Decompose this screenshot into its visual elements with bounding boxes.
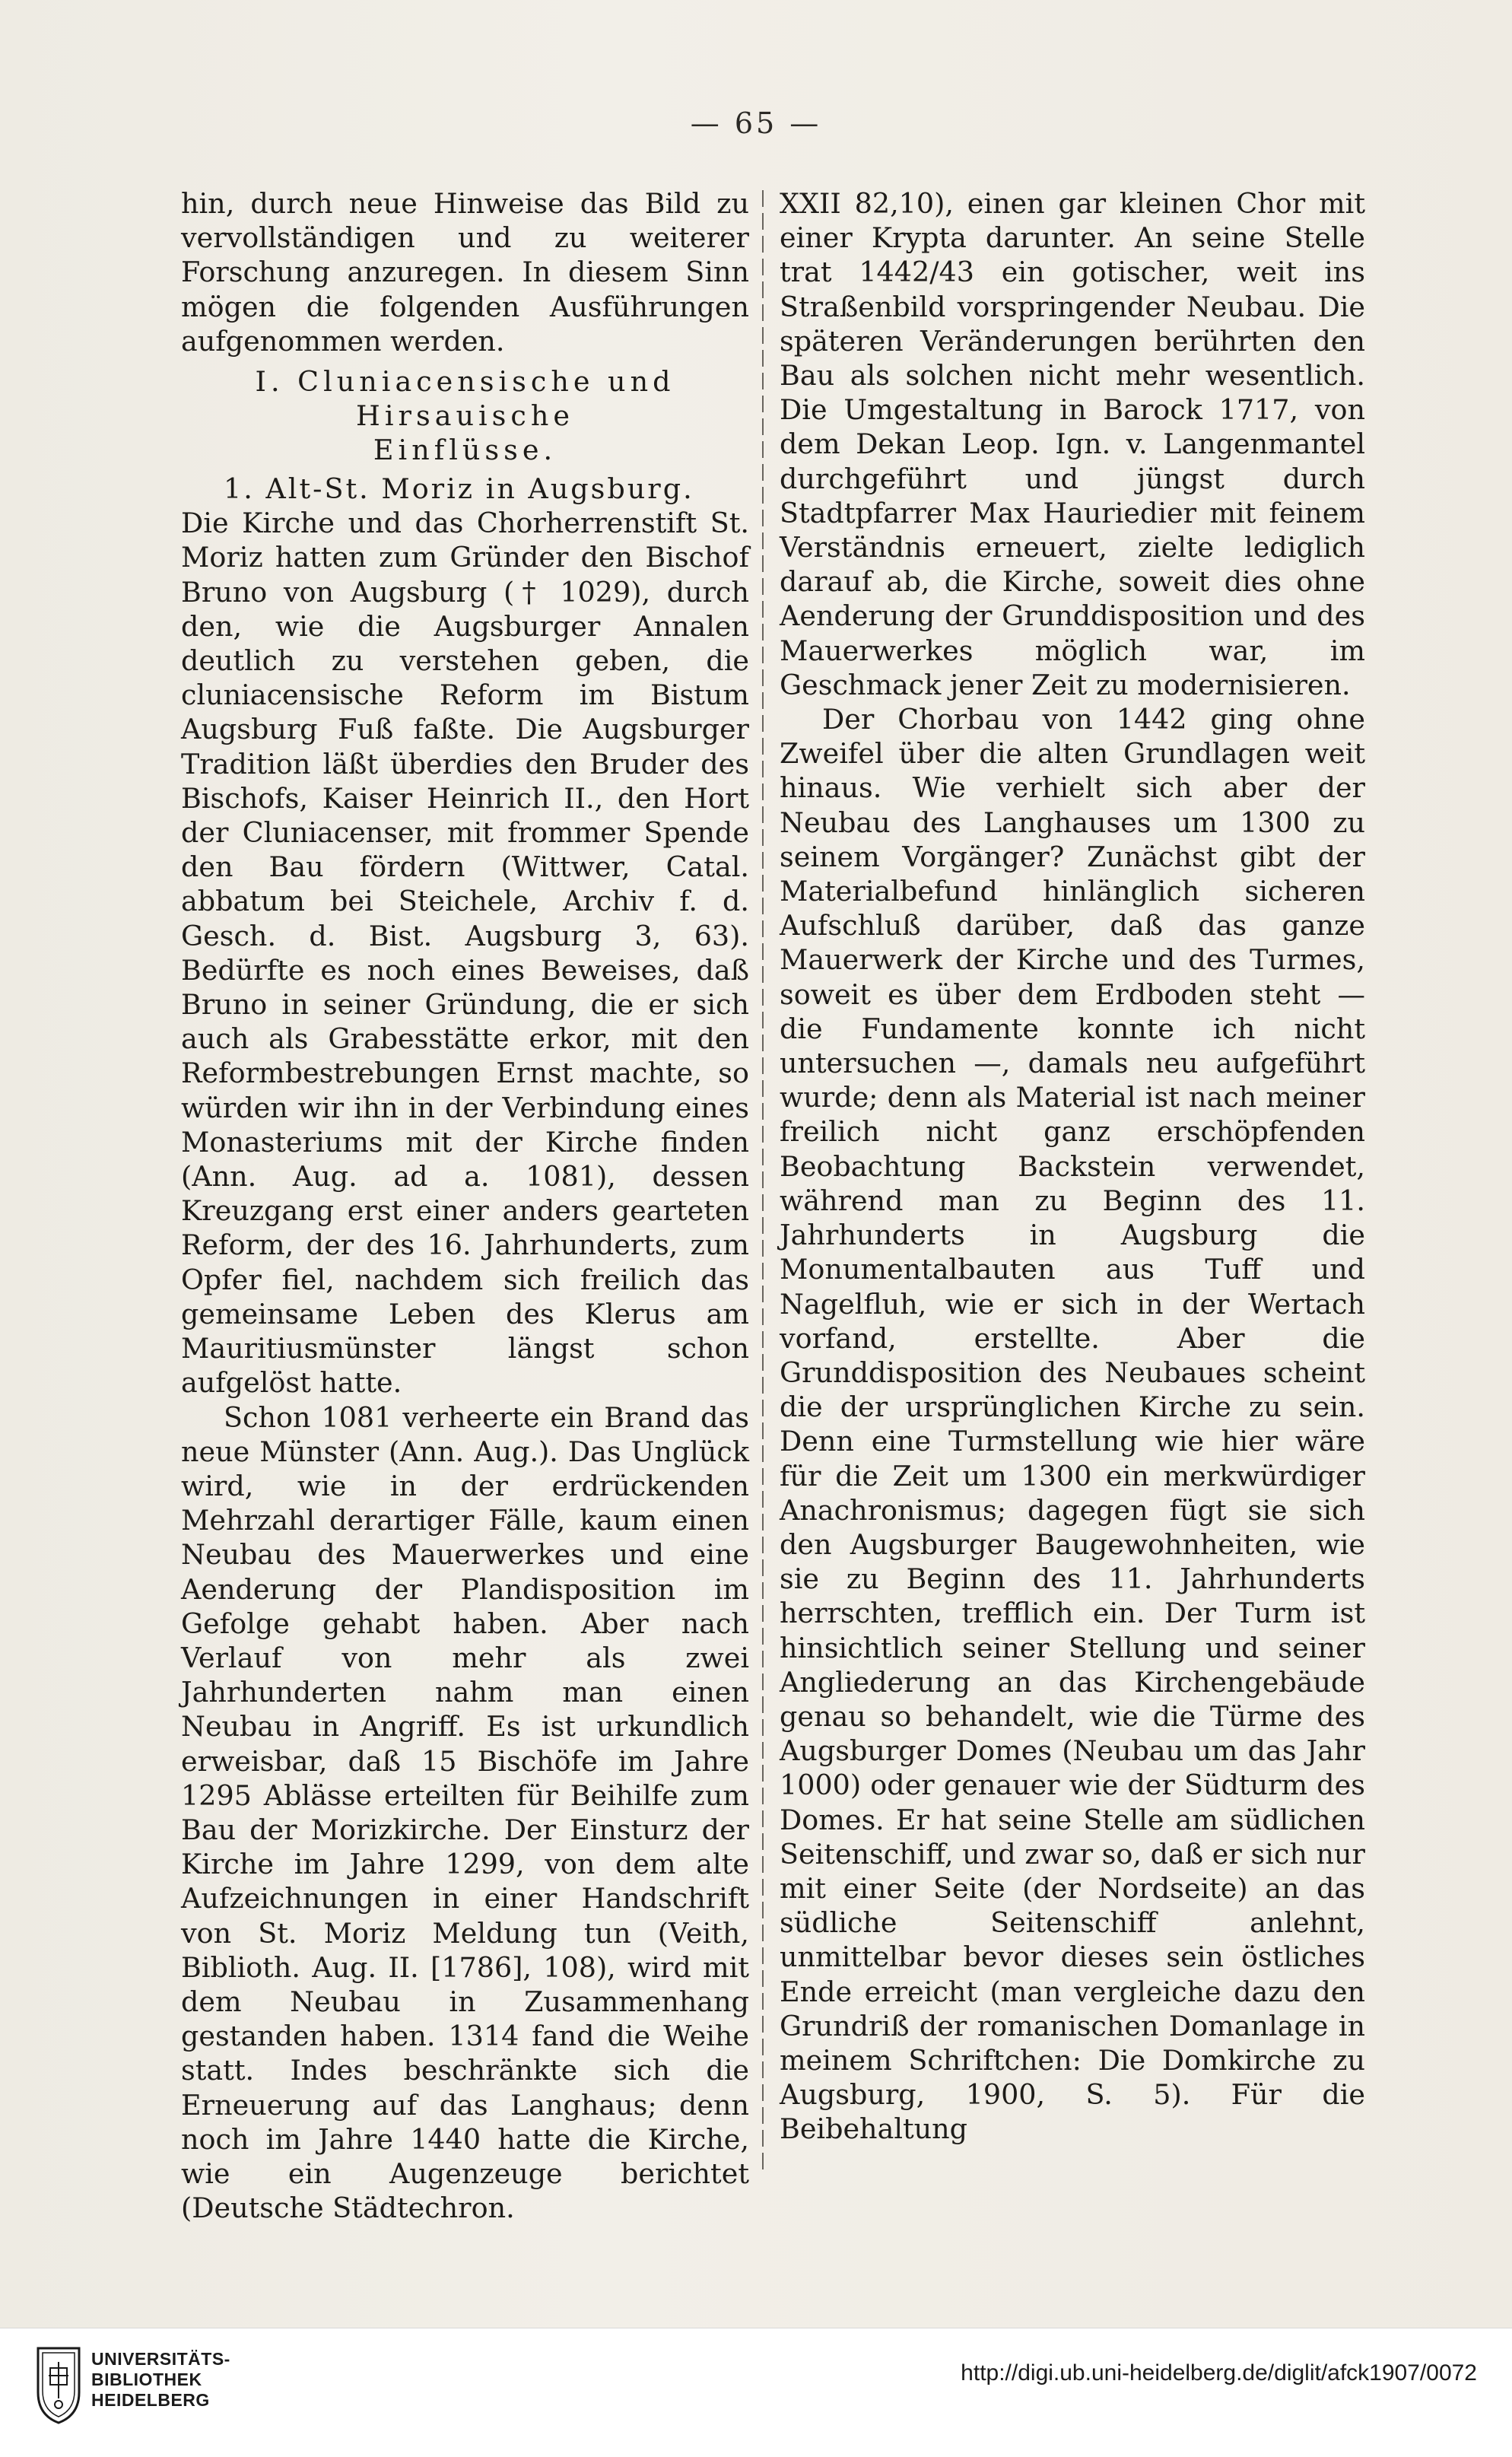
university-seal-icon [35,2345,82,2426]
library-name-line-1: UNIVERSITÄTS- [91,2349,230,2369]
left-paragraph-3: Schon 1081 verheerte ein Brand das neue Münster (Ann. Aug.). Das Unglück wird, wie in der erdrückenden Mehrzahl derartiger Fälle, kaum einen Neubau des Mauerwerkes und eine Aenderung der Plandisposition im Gefolge gehabt haben. Aber nach Verlauf von mehr als zwei Jahrhunderten nahm man einen Neubau in Angriff. Es ist urkundlich erweisbar, daß 15 Bischöfe im Jahre 1295 Ablässe erteilten für Beihilfe zum Bau der Morizkirche. Der Einsturz der Kirche im Jahre 1299, von dem alte Aufzeichnungen in einer Handschrift von St. Moriz Meldung tun (Veith, Biblioth. Aug. II. [1786], 108), wird mit dem Neubau in Zusammenhang gestanden haben. 1314 fand die Weihe statt. Indes beschränkte sich die Erneuerung auf das Langhaus; denn noch im Jahre 1440 hatte die Kirche, wie ein Augenzeuge berichtet (Deutsche Städtechron. [181,1400,749,2225]
left-paragraph-2: Die Kirche und das Chorherrenstift St. Moriz hatten zum Gründer den Bischof Bruno von Augsburg († 1029), durch den, wie die Augsburger Annalen deutlich zu verstehen geben, die cluniacensische Reform im Bistum Augsburg Fuß faßte. Die Augsburger Tradition läßt überdies den Bruder des Bischofs, Kaiser Heinrich II., den Hort der Cluniacenser, mit frommer Spende den Bau fördern (Wittwer, Catal. abbatum bei Steichele, Archiv f. d. Gesch. d. Bist. Augsburg 3, 63). Bedürfte es noch eines Beweises, daß Bruno in seiner Gründung, die er sich auch als Grabesstätte erkor, mit den Reformbestrebungen Ernst machte, so würden wir ihn in der Verbindung eines Monasteriums mit der Kirche finden (Ann. Aug. ad a. 1081), dessen Kreuzgang erst einer anders gearteten Reform, der des 16. Jahrhunderts, zum Opfer fiel, nachdem sich freilich das gemeinsame Leben des Klerus am Mauritiusmünster längst schon aufgelöst hatte. [181,507,749,1400]
column-divider [762,190,764,2176]
right-paragraph-2: Der Chorbau von 1442 ging ohne Zweifel über die alten Grundlagen weit hinaus. Wie verhielt sich aber der Neubau des Langhauses um 1300 zu seinem Vorgänger? Zunächst gibt der Materialbefund hinlänglich sicheren Aufschluß darüber, daß das ganze Mauerwerk der Kirche und des Turmes, soweit es über dem Erdboden steht — die Fundamente konnte ich nicht untersuchen —, damals neu aufgeführt wurde; denn als Material ist nach meiner freilich nicht ganz erschöpfenden Beobachtung Backstein verwendet, während man zu Beginn des 11. Jahrhunderts in Augsburg die Monumentalbauten aus Tuff und Nagelfluh, wie er sich in der Wertach vorfand, erstellte. Aber die Grunddisposition des Neubaues scheint die der ursprünglichen Kirche zu sein. Denn eine Turmstellung wie hier wäre für die Zeit um 1300 ein merkwürdiger Anachronismus; dagegen fügt sie sich den Augsburger Baugewohnheiten, wie sie zu Beginn des 11. Jahrhunderts herrschten, trefflich ein. Der Turm ist hinsichtlich seiner Stellung und seiner Angliederung an das Kirchengebäude genau so behandelt, wie die Türme des Augsburger Domes (Neubau um das Jahr 1000) oder genauer wie der Südturm des Domes. Er hat seine Stelle am südlichen Seitenschiff, und zwar so, daß er sich nur mit einer Seite (der Nordseite) an das südliche Seitenschiff anlehnt, unmittelbar bevor dieses sein östliches Ende erreicht (man vergleiche dazu den Grundriß der romanischen Domanlage in meinem Schriftchen: Die Domkirche zu Augsburg, 1900, S. 5). Für die Beibehaltung [780,703,1365,2146]
section-heading-line-1: I. Cluniacensische und Hirsauische [255,365,675,433]
left-column [181,186,749,2225]
library-name-line-2: BIBLIOTHEK [91,2370,202,2389]
right-paragraph-1: XXII 82,10), einen gar kleinen Chor mit einer Krypta darunter. An seine Stelle trat 1442/43 ein gotischer, weit ins Straßenbild vorspringender Neubau. Die späteren Veränderungen berührten den Bau als solchen nicht mehr wesentlich. Die Umgestaltung in Barock 1717, von dem Dekan Leop. Ign. v. Langenmantel durchgeführt und jüngst durch Stadtpfarrer Max Hauriedier mit feinem Verständnis erneuert, zielte lediglich darauf ab, die Kirche, soweit dies ohne Aenderung der Grunddisposition und des Mauerwerkes möglich war, im Geschmack jener Zeit zu modernisieren. [780,187,1365,701]
source-url-link[interactable]: http://digi.ub.uni-heidelberg.de/diglit/afck1907/0072 [961,2360,1477,2385]
subsection-heading: 1. Alt-St. Moriz in Augsburg. [224,472,694,506]
section-heading [181,364,749,467]
right-column [780,186,1365,2147]
left-paragraph-1: hin, durch neue Hinweise das Bild zu vervollständigen und zu weiterer Forschung anzuregen. In diesem Sinn mögen die folgenden Ausführungen aufgenommen werden. [181,187,749,358]
section-heading-line-2: Einflüsse. [373,434,557,467]
library-name [91,2349,230,2411]
page-number: — 65 — [690,106,822,140]
library-name-line-3: HEIDELBERG [91,2390,210,2410]
